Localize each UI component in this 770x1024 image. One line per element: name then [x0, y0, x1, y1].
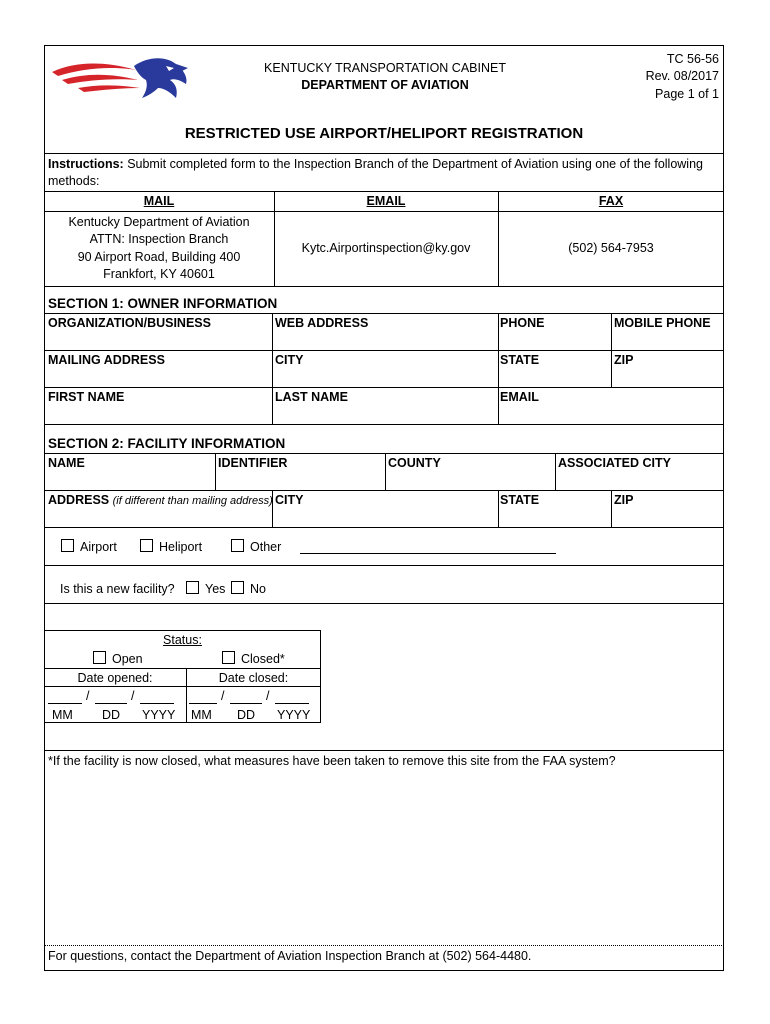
- divider: [44, 750, 724, 751]
- mail-address-line: 90 Airport Road, Building 400: [77, 250, 241, 264]
- divider: [44, 286, 724, 287]
- opened-year-field[interactable]: [140, 703, 174, 704]
- owner-email-field[interactable]: EMAIL: [500, 390, 539, 404]
- other-label: Other: [250, 540, 282, 554]
- divider: [44, 945, 724, 946]
- yes-label: Yes: [205, 582, 226, 596]
- mail-header: MAIL: [143, 194, 175, 208]
- other-text-field[interactable]: [300, 553, 556, 554]
- divider: [498, 490, 499, 527]
- closed-label: Closed*: [241, 652, 285, 666]
- instructions-label: Instructions:: [48, 157, 124, 171]
- address-note: (if different than mailing address): [112, 495, 273, 507]
- address-label: ADDRESS: [48, 493, 110, 507]
- closed-yyyy-label: YYYY: [277, 708, 311, 722]
- footer-contact: For questions, contact the Department of Aviation Inspection Branch at (502) 564-4480.: [48, 949, 532, 963]
- date-slash: /: [86, 689, 90, 703]
- email-header: EMAIL: [366, 194, 406, 208]
- divider: [44, 211, 724, 212]
- date-slash: /: [221, 689, 225, 703]
- section1-title: SECTION 1: OWNER INFORMATION: [48, 296, 278, 311]
- closed-mm-label: MM: [191, 708, 212, 722]
- divider: [272, 313, 273, 424]
- instructions-line1: [48, 157, 703, 171]
- closed-dd-label: DD: [237, 708, 256, 722]
- phone-field[interactable]: PHONE: [500, 316, 545, 330]
- airport-checkbox[interactable]: [61, 539, 74, 552]
- divider: [498, 313, 499, 424]
- facility-zip-field[interactable]: ZIP: [614, 493, 634, 507]
- associated-city-field[interactable]: ASSOCIATED CITY: [558, 456, 671, 470]
- instructions-line2: methods:: [48, 174, 100, 188]
- mobile-phone-field[interactable]: MOBILE PHONE: [614, 316, 711, 330]
- opened-mm-label: MM: [52, 708, 73, 722]
- date-slash: /: [266, 689, 270, 703]
- no-label: No: [250, 582, 266, 596]
- organization-field[interactable]: ORGANIZATION/BUSINESS: [48, 316, 211, 330]
- divider: [44, 668, 321, 669]
- divider: [44, 490, 724, 491]
- divider: [44, 313, 724, 314]
- form-title: RESTRICTED USE AIRPORT/HELIPORT REGISTRATION: [184, 125, 584, 142]
- county-field[interactable]: COUNTY: [388, 456, 441, 470]
- facility-address-field[interactable]: [48, 493, 273, 508]
- date-closed-label: Date closed:: [218, 671, 289, 685]
- revision-date: Rev. 08/2017: [645, 69, 719, 83]
- divider: [555, 453, 556, 490]
- mail-address-line: Kentucky Department of Aviation: [68, 215, 250, 229]
- date-opened-label: Date opened:: [77, 671, 153, 685]
- facility-name-field[interactable]: NAME: [48, 456, 85, 470]
- section2-title: SECTION 2: FACILITY INFORMATION: [48, 436, 286, 451]
- airport-label: Airport: [80, 540, 117, 554]
- department-name: DEPARTMENT OF AVIATION: [301, 78, 469, 92]
- open-checkbox[interactable]: [93, 651, 106, 664]
- divider: [44, 603, 724, 604]
- closed-measures-field[interactable]: [45, 772, 723, 944]
- facility-state-field[interactable]: STATE: [500, 493, 540, 507]
- heliport-label: Heliport: [159, 540, 203, 554]
- instructions-text: Submit completed form to the Inspection Branch of the Department of Aviation using one of the following: [127, 157, 703, 171]
- closed-measures-question: *If the facility is now closed, what measures have been taken to remove this site from the FAA system?: [48, 754, 616, 768]
- divider: [611, 490, 612, 527]
- divider: [44, 424, 724, 425]
- divider: [44, 453, 724, 454]
- last-name-field[interactable]: LAST NAME: [275, 390, 348, 404]
- heliport-checkbox[interactable]: [140, 539, 153, 552]
- mail-address-line: ATTN: Inspection Branch: [89, 232, 229, 246]
- divider: [215, 453, 216, 490]
- mailing-address-field[interactable]: MAILING ADDRESS: [48, 353, 165, 367]
- opened-yyyy-label: YYYY: [142, 708, 176, 722]
- fax-header: FAX: [598, 194, 624, 208]
- web-address-field[interactable]: WEB ADDRESS: [275, 316, 369, 330]
- form-number: TC 56-56: [666, 52, 719, 66]
- date-slash: /: [131, 689, 135, 703]
- other-checkbox[interactable]: [231, 539, 244, 552]
- no-checkbox[interactable]: [231, 581, 244, 594]
- opened-dd-label: DD: [102, 708, 121, 722]
- divider: [44, 686, 321, 687]
- page-number: Page 1 of 1: [655, 87, 719, 101]
- open-label: Open: [112, 652, 143, 666]
- yes-checkbox[interactable]: [186, 581, 199, 594]
- opened-day-field[interactable]: [95, 703, 127, 704]
- email-address[interactable]: Kytc.Airportinspection@ky.gov: [301, 241, 471, 255]
- closed-checkbox[interactable]: [222, 651, 235, 664]
- divider: [44, 153, 724, 154]
- divider: [385, 453, 386, 490]
- closed-day-field[interactable]: [230, 703, 262, 704]
- closed-month-field[interactable]: [189, 703, 217, 704]
- identifier-field[interactable]: IDENTIFIER: [218, 456, 288, 470]
- facility-city-field[interactable]: CITY: [275, 493, 304, 507]
- divider: [44, 350, 724, 351]
- opened-month-field[interactable]: [48, 703, 82, 704]
- fax-number: (502) 564-7953: [568, 241, 654, 255]
- zip-field[interactable]: ZIP: [614, 353, 634, 367]
- mail-address-line: Frankfort, KY 40601: [103, 267, 215, 281]
- status-label: Status:: [163, 633, 202, 647]
- city-field[interactable]: CITY: [275, 353, 304, 367]
- divider: [44, 387, 724, 388]
- new-facility-question: Is this a new facility?: [60, 582, 175, 596]
- kentucky-eagle-logo: [48, 54, 193, 104]
- divider: [44, 565, 724, 566]
- first-name-field[interactable]: FIRST NAME: [48, 390, 125, 404]
- agency-name: KENTUCKY TRANSPORTATION CABINET: [264, 61, 506, 75]
- divider: [44, 191, 724, 192]
- closed-year-field[interactable]: [275, 703, 309, 704]
- divider: [44, 527, 724, 528]
- state-field[interactable]: STATE: [500, 353, 540, 367]
